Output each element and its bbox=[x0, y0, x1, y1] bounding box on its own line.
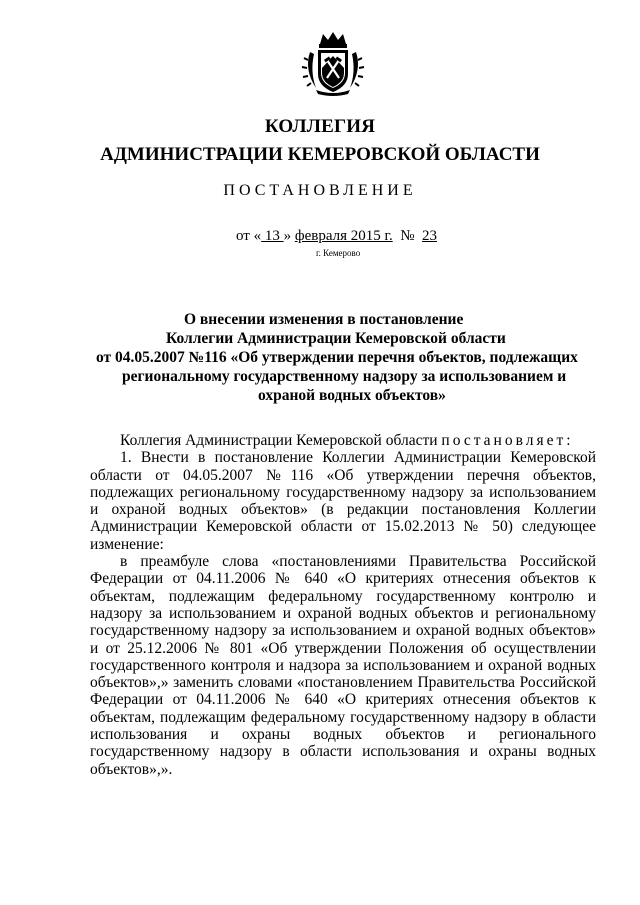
intro-text: Коллегия Администрации Кемеровской области bbox=[120, 432, 442, 449]
date-number-line bbox=[236, 228, 437, 245]
intro-resolution-word: постановляет: bbox=[441, 432, 574, 449]
title-line: О внесении изменения в постановление bbox=[184, 311, 464, 328]
document-number: 23 bbox=[422, 228, 438, 244]
city-name: г. Кемерово bbox=[316, 248, 361, 258]
organization-name-line2: АДМИНИСТРАЦИИ КЕМЕРОВСКОЙ ОБЛАСТИ bbox=[100, 144, 540, 165]
paragraph-2: в преамбуле слова «постановлениями Правительства Российской Федерации от 04.11.2006 № 640 «О критериях отнесения объектов к объектам, подлежащим федеральному государственному контролю и надзору за использованием и охраной водных объектов и региональному государственному надзору за использованием и охраной водных объектов» и от 25.12.2006 № 801 «Об утверждении Положения об осуществлении государственного контроля и надзора за использованием и охраной водных объектов»,» заменить словами «постановлением Правительства Российской Федерации от 04.11.2006 № 640 «О критериях отнесения объектов к объектам, подлежащим федеральному государственному надзору в области использования и охраны водных объектов и регионального государственному надзору в области использования и охраны водных объектов»,». bbox=[90, 553, 596, 778]
title-line: региональному государственному надзору за использованием и bbox=[122, 368, 567, 385]
title-line: охраной водных объектов» bbox=[258, 387, 446, 404]
number-label: № bbox=[392, 228, 423, 244]
date-day: 13 bbox=[261, 228, 284, 244]
date-mid: » bbox=[283, 228, 295, 244]
title-line: от 04.05.2007 №116 «Об утверждении перечня объектов, подлежащих bbox=[96, 349, 578, 366]
title-line: Коллегии Администрации Кемеровской области bbox=[166, 330, 506, 347]
date-month-year: февраля 2015 г. bbox=[294, 228, 393, 244]
date-prefix: от « bbox=[236, 228, 262, 244]
intro-paragraph bbox=[90, 432, 596, 449]
organization-name-line1: КОЛЛЕГИЯ bbox=[264, 116, 376, 137]
document-body bbox=[90, 432, 596, 778]
document-title bbox=[96, 310, 616, 405]
paragraph-1: 1. Внести в постановление Коллегии Администрации Кемеровской области от 04.05.2007 №116 «Об утверждении перечня объектов, подлежащих региональному государственному надзору за использованием и охраной водных объектов» (в редакции постановления Коллегии Администрации Кемеровской области от 15.02.2013 № 50) следующее изменение: bbox=[90, 449, 596, 553]
document-type: ПОСТАНОВЛЕНИЕ bbox=[223, 182, 417, 199]
coat-of-arms-emblem bbox=[300, 30, 366, 96]
